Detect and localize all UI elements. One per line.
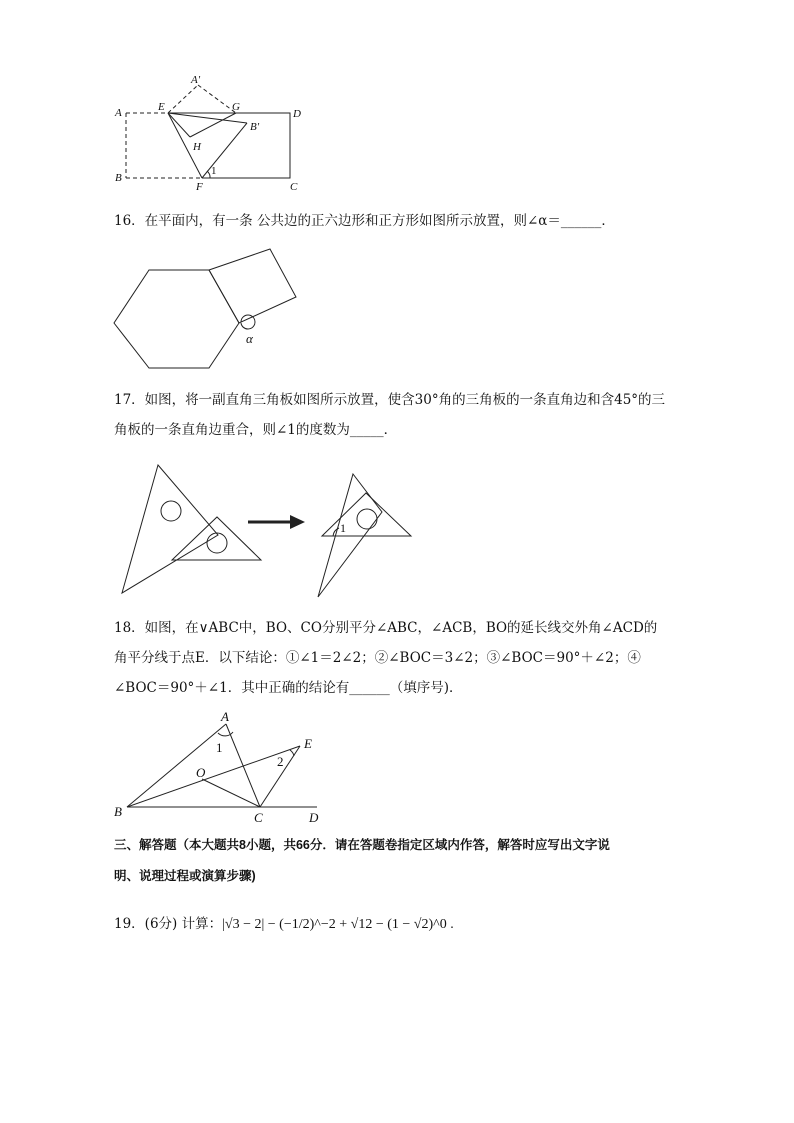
label-a-prime: A' [191,74,201,86]
label-c: C [290,181,298,193]
label-f: F [196,181,203,193]
label-g: G [232,101,240,113]
triangle-30-hole [161,501,181,521]
question-19 [114,914,454,935]
label-a: A [221,709,229,724]
question-18-line3: ∠BOC＝90°＋∠1．其中正确的结论有______（填序号)． [114,680,463,696]
label-angle-2: 2 [277,754,284,769]
question-16-text: 16．在平面内，有一条 公共边的正六边形和正方形如图所示放置，则∠α＝______． [114,213,615,229]
hexagon-square-figure [110,235,310,375]
triangle-30-left [122,465,218,593]
square [209,249,296,323]
fold-rectangle-figure [110,70,310,195]
label-c: C [254,810,263,825]
triangle-bisector-figure [110,706,340,831]
question-19-prefix: 19．(6分) 计算： [114,916,223,932]
label-d: D [309,810,319,825]
label-b: B [114,804,122,819]
label-b: B [115,172,122,184]
label-angle-1: 1 [216,740,223,755]
question-18-line1: 18．如图，在∨ABC中，BO、CO分别平分∠ABC，∠ACB，BO的延长线交外角∠ACD的 [114,620,658,636]
line-b1f [202,123,247,178]
label-o: O [196,765,206,780]
segment-ac [226,724,260,807]
line-eb1 [168,113,247,123]
dashed-a1g [198,85,236,113]
triangle-45-right [322,493,411,536]
segment-oc [202,779,260,807]
label-e: E [158,101,165,113]
label-angle-1: 1 [211,165,217,177]
angle-2-arc [290,750,294,756]
triangle-45-left [172,517,261,560]
alpha-arc [241,315,255,329]
question-19-expression: |√3 − 2| − (−1/2)^−2 + √12 − (1 − √2)^0 . [222,917,454,932]
label-d: D [293,108,301,120]
dashed-ea1 [168,85,198,113]
label-e: E [304,736,312,751]
section-3-line1: 三、解答题（本大题共8小题，共66分．请在答题卷指定区域内作答，解答时应写出文字说 [114,838,610,852]
set-squares-figure [120,460,420,600]
arrow-head [290,515,305,529]
question-18-line2: 角平分线于点E．以下结论：①∠1＝2∠2；②∠BOC＝3∠2；③∠BOC＝90°＋∠2；④ [114,650,641,666]
label-b-prime: B' [250,121,260,133]
label-angle-1: 1 [340,521,346,535]
angle-1-arc [207,171,210,178]
question-17-line2: 角板的一条直角边重合，则∠1的度数为_____． [114,422,398,438]
label-a: A [115,107,122,119]
segment-be [127,746,300,807]
segment-ba [127,724,226,807]
label-alpha: α [246,331,253,346]
hexagon [114,270,239,368]
combined-hole [357,509,377,529]
question-17-line1: 17．如图，将一副直角三角板如图所示放置，使含30°角的三角板的一条直角边和含45°的三 [114,392,666,408]
label-h: H [193,141,201,153]
section-3-line2: 明、说理过程或演算步骤) [114,869,256,883]
